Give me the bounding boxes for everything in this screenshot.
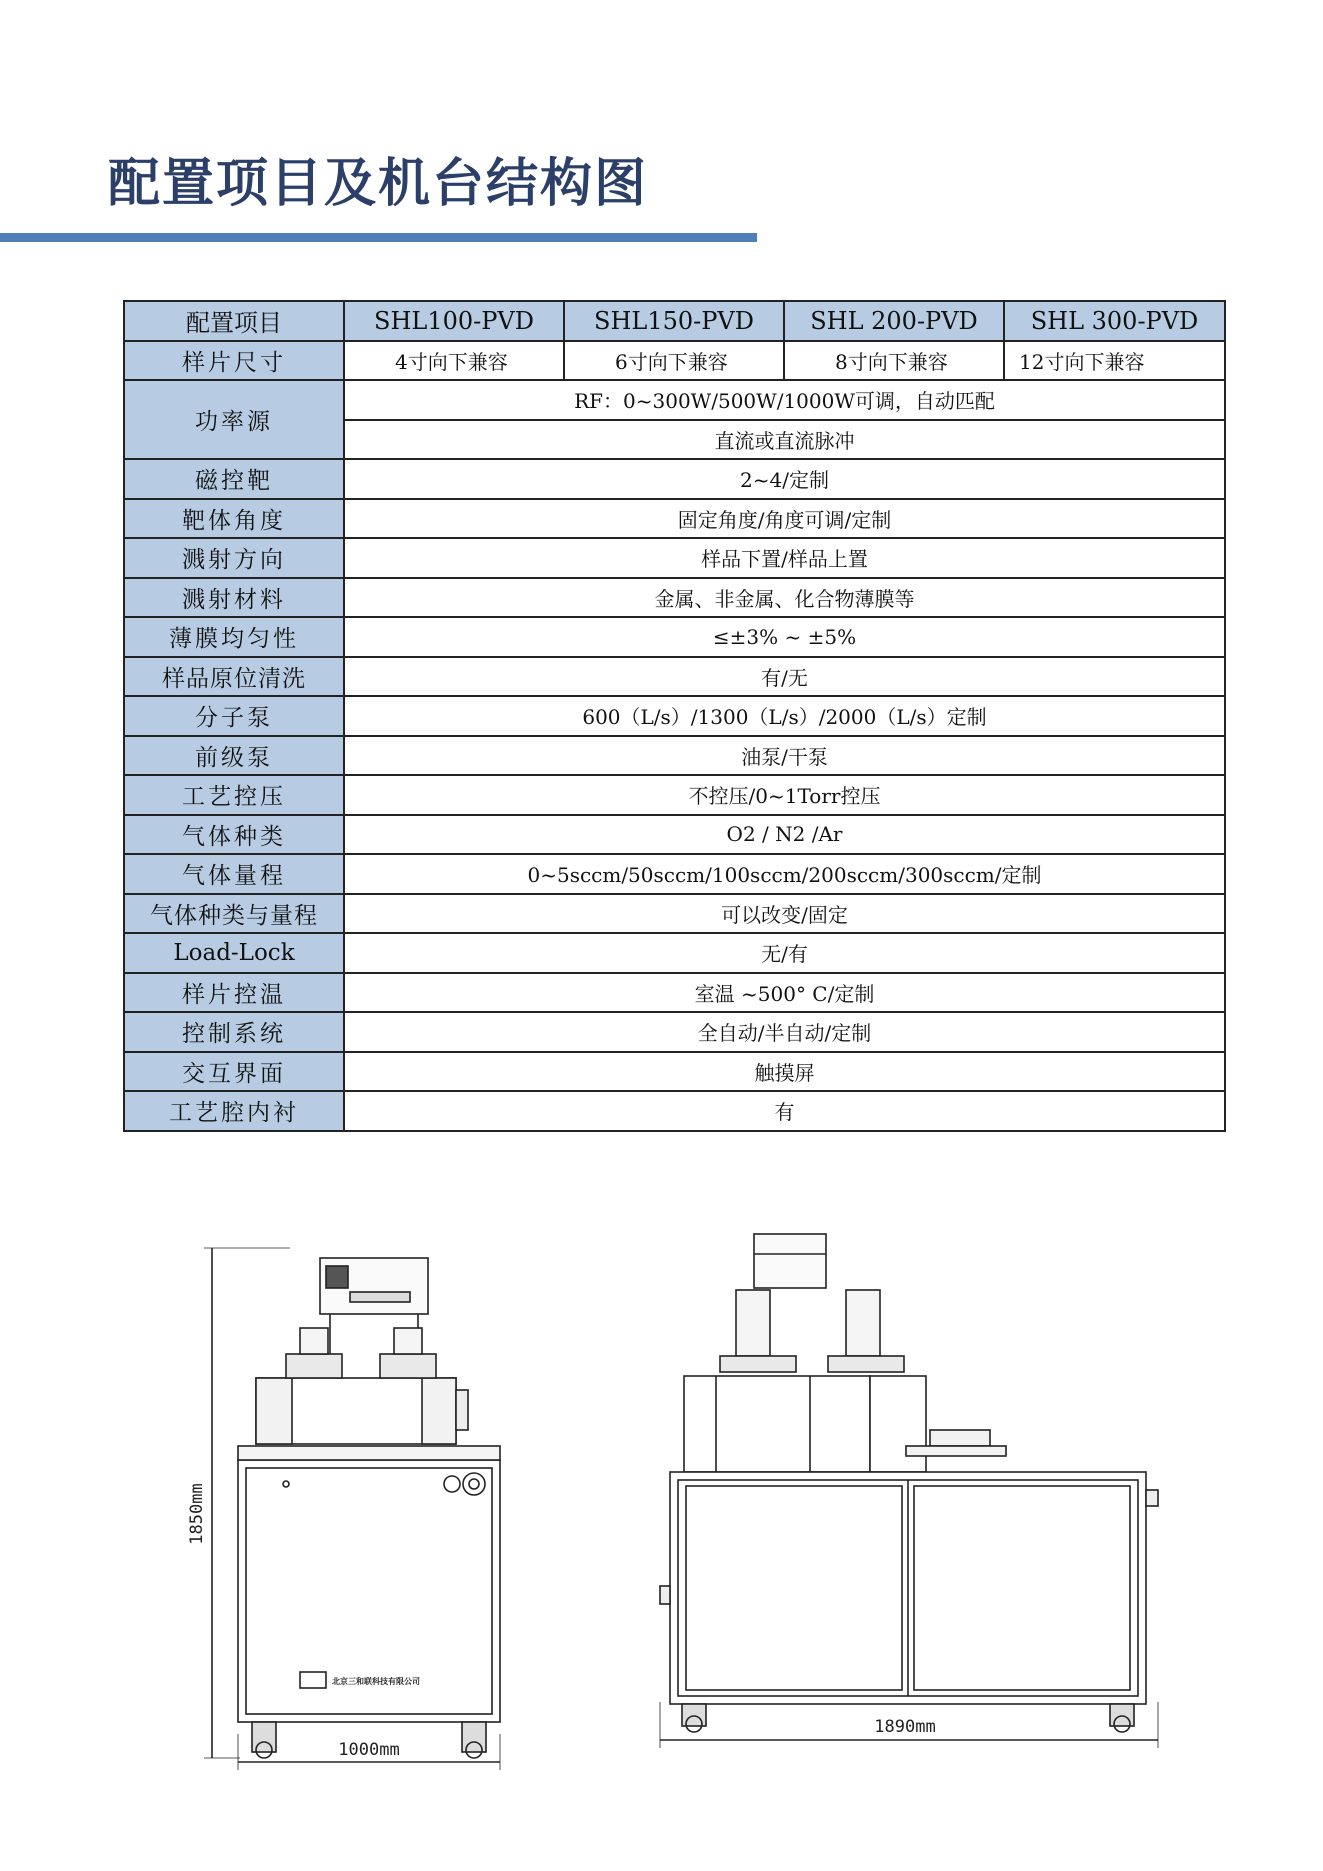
- row-label: 磁控靶: [124, 459, 344, 499]
- spec-table: [123, 300, 1226, 1132]
- value-cell: 油泵/干泵: [344, 736, 1225, 776]
- value-cell: 600（L/s）/1300（L/s）/2000（L/s）定制: [344, 696, 1225, 736]
- model-cell: SHL150-PVD: [564, 301, 784, 341]
- row-label: 样片尺寸: [124, 341, 344, 381]
- model-cell: SHL 200-PVD: [784, 301, 1004, 341]
- value-cell: 不控压/0~1Torr控压: [344, 775, 1225, 815]
- table-row: [124, 933, 1225, 973]
- value-cell: 有/无: [344, 657, 1225, 697]
- row-label: 分子泵: [124, 696, 344, 736]
- model-cell: SHL100-PVD: [344, 301, 564, 341]
- value-cell: 0~5sccm/50sccm/100sccm/200sccm/300sccm/定制: [344, 854, 1225, 894]
- row-label: 气体种类与量程: [124, 894, 344, 934]
- table-row: [124, 973, 1225, 1013]
- sample-size-cell: 12寸向下兼容: [1004, 341, 1225, 381]
- value-cell: 直流或直流脉冲: [344, 420, 1225, 460]
- row-label: 薄膜均匀性: [124, 617, 344, 657]
- row-label: Load-Lock: [124, 933, 344, 973]
- table-row: [124, 736, 1225, 776]
- row-label: 控制系统: [124, 1012, 344, 1052]
- value-cell: 无/有: [344, 933, 1225, 973]
- value-cell: O2 / N2 /Ar: [344, 815, 1225, 855]
- sample-size-cell: 6寸向下兼容: [564, 341, 784, 381]
- row-label: 气体种类: [124, 815, 344, 855]
- sample-size-cell: 8寸向下兼容: [784, 341, 1004, 381]
- table-row: [124, 775, 1225, 815]
- row-label: 溅射方向: [124, 538, 344, 578]
- side-view-drawing: [660, 1230, 1165, 1750]
- table-row: [124, 341, 1225, 381]
- side-width-dimension-label: 1890mm: [874, 1717, 936, 1737]
- value-cell: RF：0~300W/500W/1000W可调，自动匹配: [344, 380, 1225, 420]
- height-dimension-label: 1850mm: [187, 1483, 207, 1545]
- row-label: 工艺控压: [124, 775, 344, 815]
- value-cell: 金属、非金属、化合物薄膜等: [344, 578, 1225, 618]
- table-row: [124, 815, 1225, 855]
- value-cell: 全自动/半自动/定制: [344, 1012, 1225, 1052]
- table-row: [124, 894, 1225, 934]
- value-cell: 样品下置/样品上置: [344, 538, 1225, 578]
- row-label: 工艺腔内衬: [124, 1091, 344, 1131]
- row-label: 溅射材料: [124, 578, 344, 618]
- table-row: [124, 617, 1225, 657]
- table-row: [124, 578, 1225, 618]
- model-cell: SHL 300-PVD: [1004, 301, 1225, 341]
- table-row: [124, 1091, 1225, 1131]
- title-rule: [0, 233, 757, 242]
- table-row: [124, 1052, 1225, 1092]
- width-dimension-label: 1000mm: [338, 1740, 400, 1760]
- table-row: [124, 657, 1225, 697]
- table-row: [124, 696, 1225, 736]
- value-cell: ≤±3% ~ ±5%: [344, 617, 1225, 657]
- value-cell: 有: [344, 1091, 1225, 1131]
- row-label: 样片控温: [124, 973, 344, 1013]
- table-row: [124, 538, 1225, 578]
- table-row: [124, 854, 1225, 894]
- header-label-cell: 配置项目: [124, 301, 344, 341]
- row-label: 交互界面: [124, 1052, 344, 1092]
- table-row: [124, 380, 1225, 420]
- row-label: 样品原位清洗: [124, 657, 344, 697]
- table-row: [124, 1012, 1225, 1052]
- row-label: 靶体角度: [124, 499, 344, 539]
- front-view-drawing: [187, 1230, 530, 1770]
- table-row: [124, 499, 1225, 539]
- value-cell: 固定角度/角度可调/定制: [344, 499, 1225, 539]
- row-label: 气体量程: [124, 854, 344, 894]
- company-logo-text: 北京三和联科技有限公司: [332, 1677, 420, 1686]
- page-title: 配置项目及机台结构图: [108, 154, 649, 214]
- table-row: [124, 459, 1225, 499]
- value-cell: 可以改变/固定: [344, 894, 1225, 934]
- table-header-row: [124, 301, 1225, 341]
- sample-size-cell: 4寸向下兼容: [344, 341, 564, 381]
- value-cell: 触摸屏: [344, 1052, 1225, 1092]
- value-cell: 室温 ~500° C/定制: [344, 973, 1225, 1013]
- row-label: 功率源: [124, 380, 344, 459]
- value-cell: 2~4/定制: [344, 459, 1225, 499]
- row-label: 前级泵: [124, 736, 344, 776]
